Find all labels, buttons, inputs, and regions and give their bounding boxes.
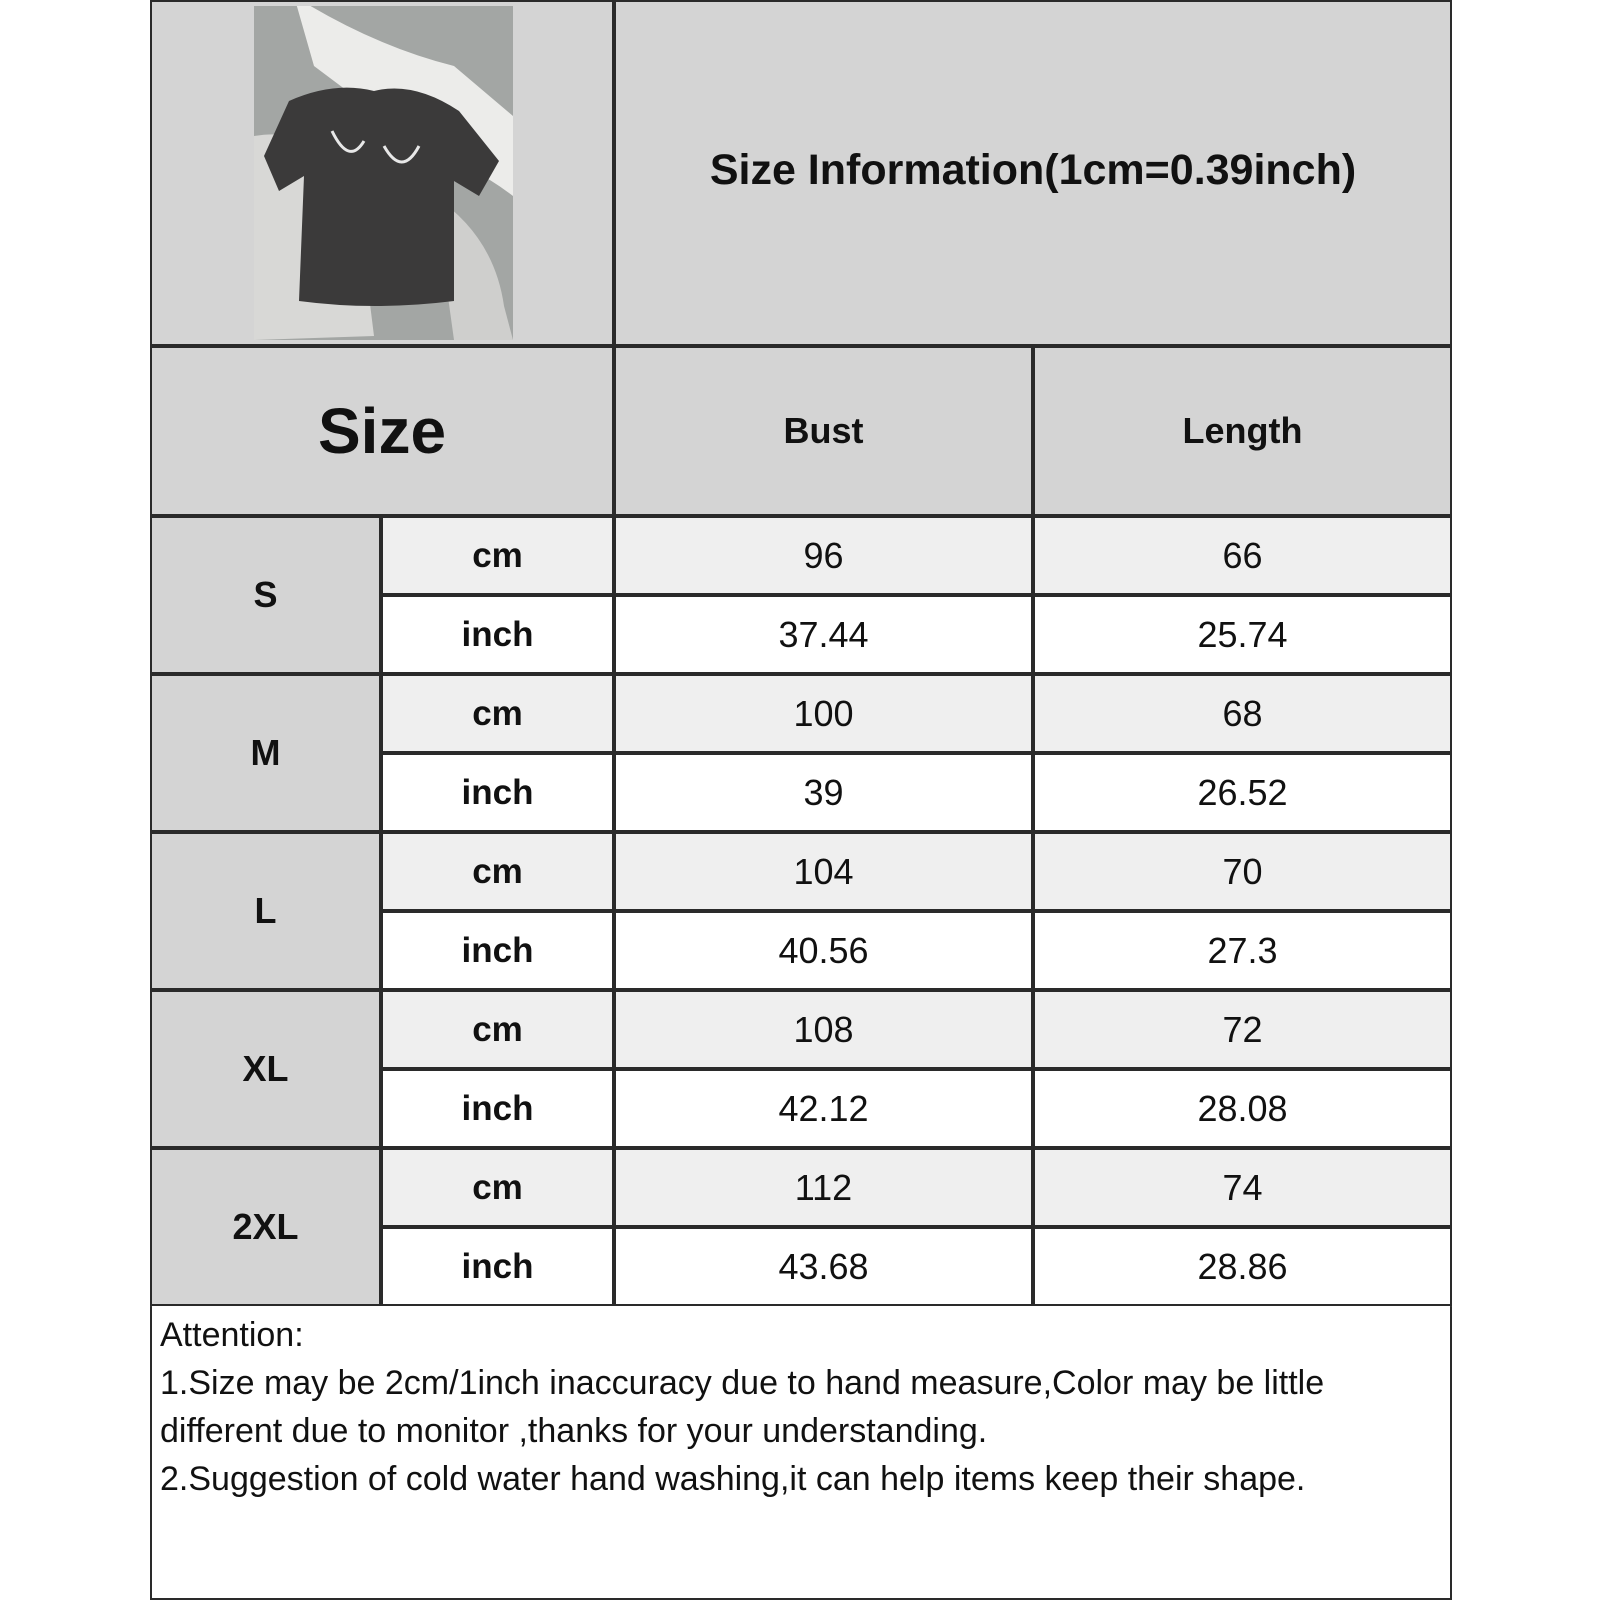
unit-label-cell bbox=[381, 595, 614, 674]
unit-label-cell bbox=[381, 832, 614, 911]
attention-line-2: different due to monitor ,thanks for your understanding. bbox=[160, 1412, 988, 1450]
size-header-cell bbox=[150, 346, 614, 516]
bust-value: 42.12 bbox=[778, 1087, 869, 1129]
bust-value-cell bbox=[614, 911, 1033, 990]
length-value: 74 bbox=[1222, 1166, 1263, 1208]
length-value: 72 bbox=[1222, 1008, 1263, 1050]
bust-header-cell bbox=[614, 346, 1033, 516]
unit-label: inch bbox=[461, 772, 534, 812]
length-value: 28.08 bbox=[1197, 1087, 1288, 1129]
size-header: Size bbox=[317, 395, 447, 467]
unit-label: inch bbox=[461, 614, 534, 654]
length-value: 25.74 bbox=[1197, 613, 1288, 655]
size-label: L bbox=[254, 890, 277, 931]
unit-label: cm bbox=[472, 1009, 523, 1049]
length-value-cell bbox=[1033, 990, 1452, 1069]
bust-value: 96 bbox=[803, 534, 844, 576]
unit-label: inch bbox=[461, 1246, 534, 1286]
length-value-cell bbox=[1033, 674, 1452, 753]
length-value: 27.3 bbox=[1207, 929, 1278, 971]
length-value: 26.52 bbox=[1197, 771, 1288, 813]
bust-value-cell bbox=[614, 990, 1033, 1069]
bust-value-cell bbox=[614, 1227, 1033, 1306]
size-label-cell bbox=[150, 674, 381, 832]
bust-value: 40.56 bbox=[778, 929, 869, 971]
length-header-cell bbox=[1033, 346, 1452, 516]
bust-value-cell bbox=[614, 1148, 1033, 1227]
length-value: 68 bbox=[1222, 692, 1263, 734]
bust-value: 43.68 bbox=[778, 1245, 869, 1287]
attention-heading: Attention: bbox=[160, 1316, 304, 1354]
unit-label-cell bbox=[381, 911, 614, 990]
length-header: Length bbox=[1182, 410, 1303, 451]
attention-line-1: 1.Size may be 2cm/1inch inaccuracy due to hand measure,Color may be little bbox=[160, 1364, 1325, 1402]
unit-label-cell bbox=[381, 1148, 614, 1227]
size-info-title-cell bbox=[614, 0, 1452, 346]
unit-label: inch bbox=[461, 1088, 534, 1128]
size-label-cell bbox=[150, 1148, 381, 1306]
size-label: S bbox=[253, 574, 278, 615]
size-label: M bbox=[250, 732, 281, 773]
length-value-cell bbox=[1033, 595, 1452, 674]
unit-label: cm bbox=[472, 1167, 523, 1207]
size-label-cell bbox=[150, 990, 381, 1148]
unit-label: inch bbox=[461, 930, 534, 970]
unit-label: cm bbox=[472, 535, 523, 575]
attention-line-3: 2.Suggestion of cold water hand washing,it can help items keep their shape. bbox=[160, 1460, 1306, 1498]
bust-header: Bust bbox=[783, 410, 864, 451]
bust-value: 108 bbox=[793, 1008, 854, 1050]
bust-value-cell bbox=[614, 595, 1033, 674]
length-value: 70 bbox=[1222, 850, 1263, 892]
bust-value: 104 bbox=[793, 850, 854, 892]
bust-value: 39 bbox=[803, 771, 844, 813]
bust-value-cell bbox=[614, 832, 1033, 911]
bust-value: 100 bbox=[793, 692, 854, 734]
tshirt-image bbox=[254, 6, 513, 340]
unit-label-cell bbox=[381, 1227, 614, 1306]
length-value-cell bbox=[1033, 911, 1452, 990]
size-info-title: Size Information(1cm=0.39inch) bbox=[709, 145, 1357, 194]
unit-label-cell bbox=[381, 674, 614, 753]
size-label-cell bbox=[150, 832, 381, 990]
length-value-cell bbox=[1033, 1227, 1452, 1306]
length-value-cell bbox=[1033, 516, 1452, 595]
product-photo bbox=[254, 6, 513, 340]
bust-value: 112 bbox=[794, 1166, 853, 1208]
length-value: 66 bbox=[1222, 534, 1263, 576]
bust-value-cell bbox=[614, 516, 1033, 595]
bust-value-cell bbox=[614, 674, 1033, 753]
unit-label-cell bbox=[381, 516, 614, 595]
unit-label: cm bbox=[472, 693, 523, 733]
size-label-cell bbox=[150, 516, 381, 674]
bust-value: 37.44 bbox=[778, 613, 869, 655]
size-label: XL bbox=[242, 1048, 289, 1089]
size-label: 2XL bbox=[232, 1206, 299, 1247]
unit-label-cell bbox=[381, 753, 614, 832]
length-value-cell bbox=[1033, 832, 1452, 911]
length-value-cell bbox=[1033, 753, 1452, 832]
unit-label-cell bbox=[381, 1069, 614, 1148]
length-value: 28.86 bbox=[1197, 1245, 1288, 1287]
unit-label-cell bbox=[381, 990, 614, 1069]
bust-value-cell bbox=[614, 1069, 1033, 1148]
bust-value-cell bbox=[614, 753, 1033, 832]
length-value-cell bbox=[1033, 1148, 1452, 1227]
unit-label: cm bbox=[472, 851, 523, 891]
attention-notes bbox=[150, 1307, 1452, 1600]
length-value-cell bbox=[1033, 1069, 1452, 1148]
